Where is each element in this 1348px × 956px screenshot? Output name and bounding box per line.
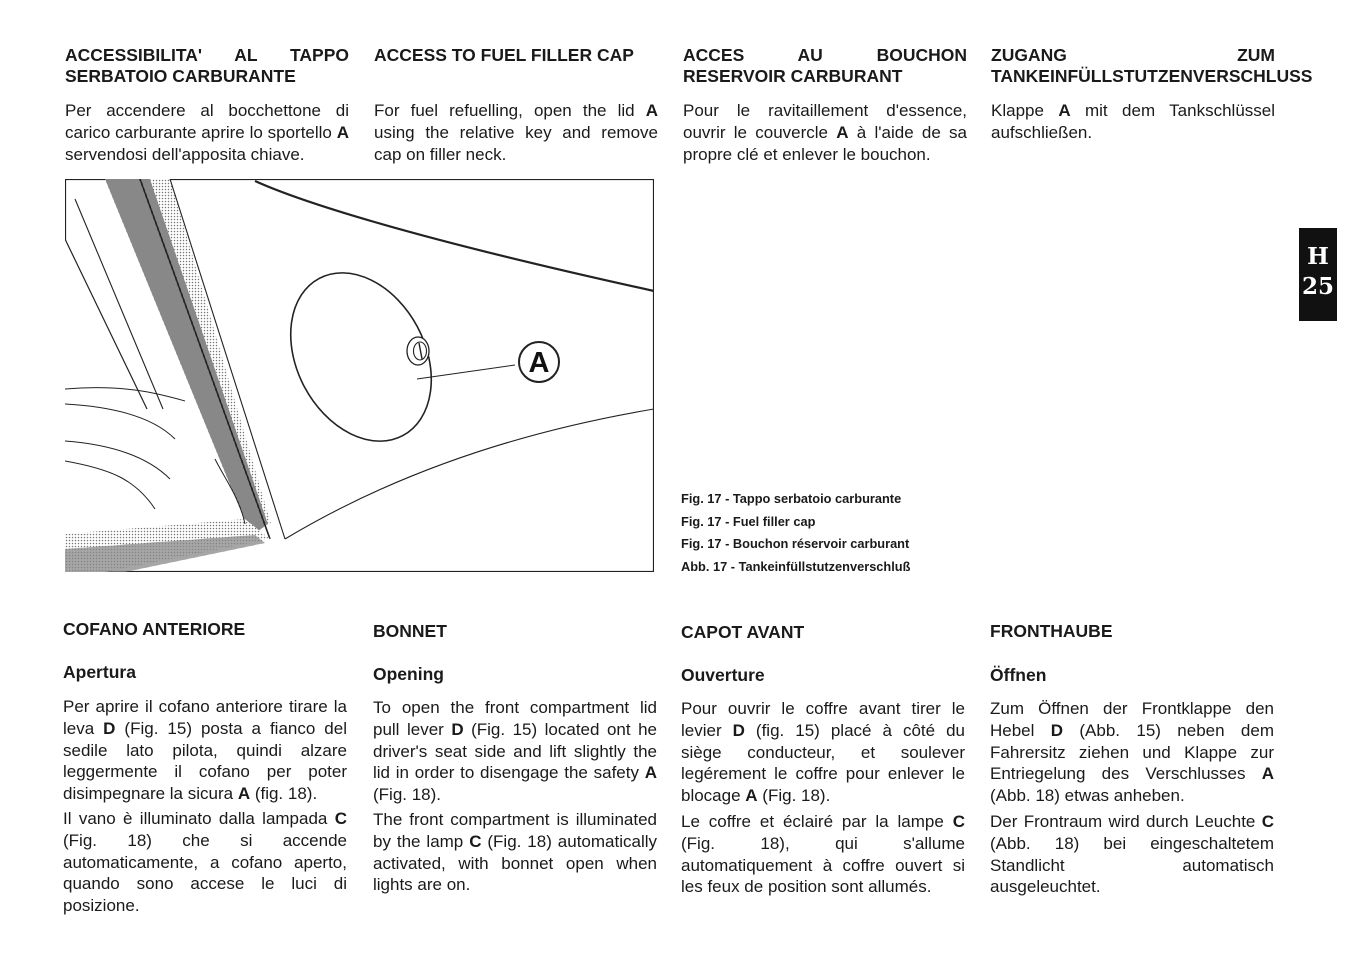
page-number: 25 <box>1301 273 1334 300</box>
text-bonnet-it-2: Il vano è illuminato dalla lampada C (Fig. 18) che si accende automaticamente, a cofano aperto, quando sono accese le luci di posizione. <box>63 808 347 916</box>
heading-bonnet-fr: CAPOT AVANT <box>681 622 805 642</box>
heading-fuel-filler-en: ACCESS TO FUEL FILLER CAP <box>374 45 634 65</box>
lock-icon <box>407 337 429 365</box>
section-fuel-filler-de <box>991 45 1313 144</box>
heading-bonnet-en: BONNET <box>373 621 447 641</box>
heading-bonnet-de: FRONTHAUBE <box>990 621 1113 641</box>
section-bonnet-it <box>63 619 347 917</box>
callout-a-label: A <box>528 347 550 379</box>
text-bonnet-de-2: Der Frontraum wird durch Leuchte C (Abb. 18) bei eingeschaltetem Standlicht automatisch ausgeleuchtet. <box>990 811 1274 897</box>
section-bonnet-en <box>373 621 657 896</box>
text-fuel-filler-it: Per accendere al bocchettone di carico carburante aprire lo sportello A servendosi dell'apposita chiave. <box>65 101 349 164</box>
text-bonnet-en-2: The front compartment is illuminated by the lamp C (Fig. 18) automatically activated, with bonnet open when lights are on. <box>373 809 657 895</box>
subheading-bonnet-it: Apertura <box>63 662 136 682</box>
caption-fr: Fig. 17 - Bouchon réservoir carburant <box>681 536 910 552</box>
section-fuel-filler-fr <box>683 45 967 165</box>
heading-fuel-filler-it: ACCESSIBILITA' AL TAPPO SERBATOIO CARBURANTE <box>65 45 349 86</box>
text-fuel-filler-de: Klappe A mit dem Tankschlüssel aufschließen. <box>991 101 1275 142</box>
figure-captions <box>681 488 981 578</box>
section-bonnet-de <box>990 621 1274 898</box>
text-bonnet-fr-2: Le coffre et éclairé par la lampe C (Fig. 18), qui s'allume automatiquement à coffre ouvert si les feux de position sont allumés. <box>681 811 965 897</box>
section-bonnet-fr <box>681 622 965 898</box>
caption-it: Fig. 17 - Tappo serbatoio carburante <box>681 491 902 506</box>
section-page-tab <box>1299 228 1337 321</box>
subheading-bonnet-fr: Ouverture <box>681 665 765 685</box>
section-fuel-filler-it <box>65 45 349 165</box>
text-bonnet-it-1: Per aprire il cofano anteriore tirare la leva D (Fig. 15) posta a fianco del sedile lato pilota, quindi alzare leggermente il cofano per poter disimpegnare la sicura A (fig. 18). <box>63 697 347 804</box>
section-letter: H <box>1307 243 1329 270</box>
heading-fuel-filler-fr: ACCES AU BOUCHON RESERVOIR CARBURANT <box>683 45 967 86</box>
heading-bonnet-it: COFANO ANTERIORE <box>63 619 246 639</box>
text-fuel-filler-en: For fuel refuelling, open the lid A using the relative key and remove cap on filler neck. <box>374 101 658 164</box>
caption-en: Fig. 17 - Fuel filler cap <box>681 513 816 529</box>
section-fuel-filler-en <box>374 45 658 165</box>
subheading-bonnet-de: Öffnen <box>990 665 1047 685</box>
heading-fuel-filler-de: ZUGANG ZUM TANKEINFÜLLSTUTZENVERSCHLUSS <box>991 45 1313 86</box>
caption-de: Abb. 17 - Tankeinfüllstutzenverschluß <box>681 558 911 574</box>
text-fuel-filler-fr: Pour le ravitaillement d'essence, ouvrir le couvercle A à l'aide de sa propre clé et enlever le bouchon. <box>683 101 968 164</box>
figure-fuel-filler-cap <box>65 179 654 572</box>
text-bonnet-de-1: Zum Öffnen der Frontklappe den Hebel D (Abb. 15) neben dem Fahrersitz ziehen und Klappe zur Entriegelung des Verschlusses A (Abb. 18) etwas anheben. <box>990 699 1274 806</box>
fuel-filler-illustration <box>65 179 654 572</box>
text-bonnet-fr-1: Pour ouvrir le coffre avant tirer le levier D (fig. 15) placé à côté du siège conducteur, et soulever legérement le coffre pour enlever le blocage A (Fig. 18). <box>681 699 965 806</box>
text-bonnet-en-1: To open the front compartment lid pull lever D (Fig. 15) located ont he driver's seat side and lift slightly the lid in order to disengage the safety A (Fig. 18). <box>373 698 658 805</box>
subheading-bonnet-en: Opening <box>373 664 444 684</box>
